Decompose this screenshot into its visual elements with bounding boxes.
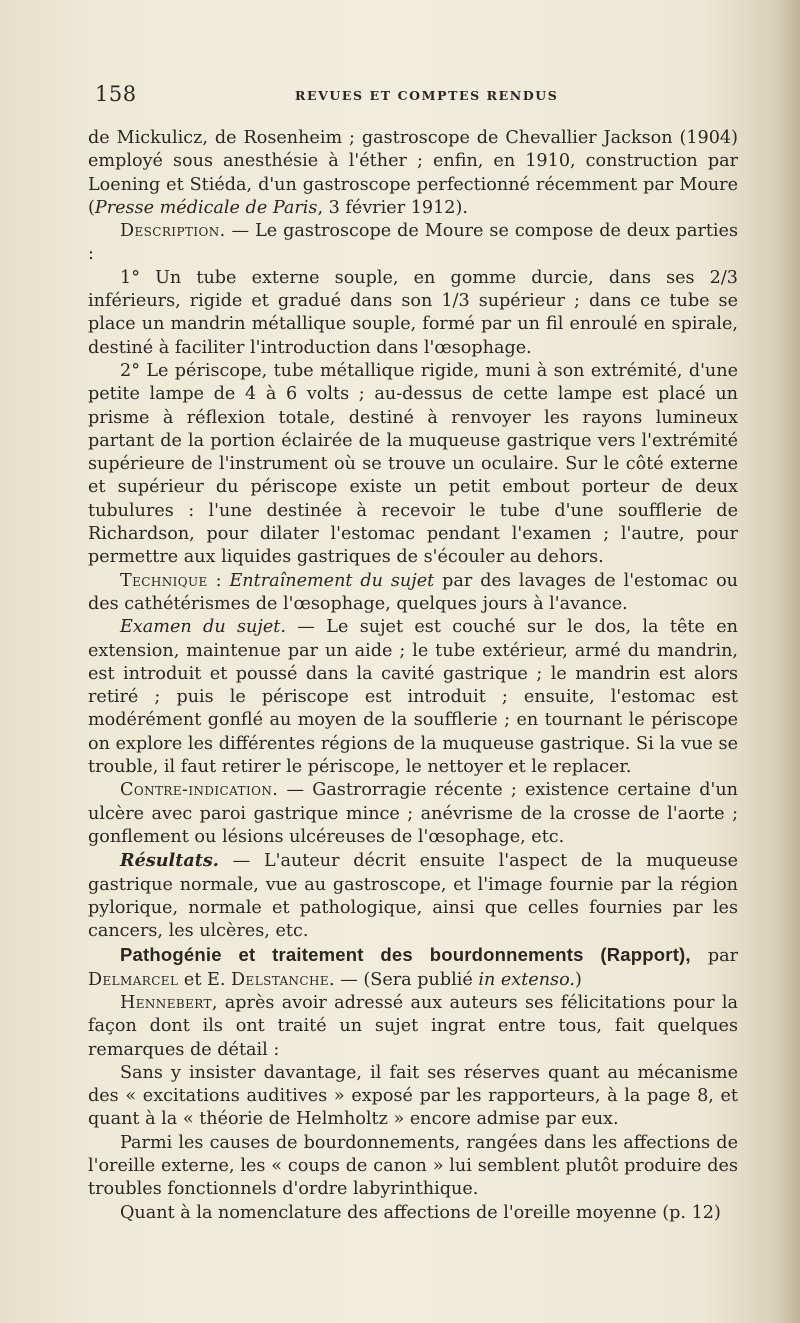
page-number: 158: [95, 82, 137, 106]
paragraph-description: Description. — Le gastroscope de Moure se compose de deux parties :: [88, 221, 738, 265]
paragraph-causes: Parmi les causes de bourdonnements, rangées dans les affections de l'oreille externe, les « coups de canon » lui semblent plutôt produire des troubles fonctionnels d'ordre labyrinthique.: [88, 1132, 738, 1200]
running-title: REVUES ET COMPTES RENDUS: [295, 88, 559, 103]
paragraph-tube: 1° Un tube externe souple, en gomme durcie, dans ses 2/3 inférieurs, rigide et gradué dans son 1/3 supérieur ; dans ce tube se place un mandrin métallique souple, formé par un fil enroulé en spirale, destiné à faciliter l'introduction dans l'œsophage.: [88, 267, 738, 358]
paragraph-nomenclature: Quant à la nomenclature des affections de l'oreille moyenne (p. 12): [120, 1202, 721, 1223]
paragraph-periscope: 2° Le périscope, tube métallique rigide, muni à son extrémité, d'une petite lampe de 4 à 6 volts ; au-dessus de cette lampe est placé un prisme à réflexion totale, destiné à renvoyer les rayons lumineux partant de la portion éclairée de la muqueuse gastrique vers l'extrémité supérieure de l'instrument où se trouve un oculaire. Sur le côté externe et supérieur du périscope existe un petit embout porteur de deux tubulures : l'une destinée à recevoir le tube d'une soufflerie de Richardson, pour dilater l'estomac pendant l'examen ; l'autre, pour permettre aux liquides gastriques de s'écouler au dehors.: [88, 360, 738, 568]
author-name: Delstanche: [231, 969, 330, 990]
journal-citation: Presse médicale de Paris: [94, 197, 318, 218]
paragraph-1: de Mickulicz, de Rosenheim ; gastroscope de Chevallier Jackson (1904) employé sous anesthésie à l'éther ; enfin, en 1910, construction par Loening et Stiéda, d'un gastroscope perfectionné récemment par Moure (Presse médicale de Paris, 3 février 1912).: [88, 128, 738, 218]
paragraph-hennebert: Hennebert, après avoir adressé aux auteurs ses félicitations pour la façon dont ils ont traité un sujet ingrat entre tous, fait quelques remarques de détail :: [88, 992, 738, 1060]
author-name: Hennebert: [120, 992, 212, 1013]
section-label: Technique: [120, 570, 208, 591]
paragraph-resultats: Résultats. — L'auteur décrit ensuite l'aspect de la muqueuse gastrique normale, vue au gastroscope, et l'image fournie par la région pylorique, normale et pathologique, ainsi que celles fournies par les cancers, les ulcères, etc.: [88, 850, 738, 942]
paragraph-technique: Technique : Entraînement du sujet par des lavages de l'estomac ou des cathétérismes de l'œsophage, quelques jours à l'avance.: [88, 570, 738, 614]
page-header: [95, 82, 730, 112]
paragraph-reserves: Sans y insister davantage, il fait ses réserves quant au mécanisme des « excitations auditives » exposé par les rapporteurs, à la page 8, et quant à la « théorie de Helmholtz » encore admise par eux.: [88, 1062, 738, 1130]
section-label: Contre-indication.: [120, 780, 279, 801]
article-body: [88, 127, 738, 1225]
paragraph-examen: Examen du sujet. — Le sujet est couché sur le dos, la tête en extension, maintenue par un aide ; le tube extérieur, armé du mandrin, est introduit et poussé dans la cavité gastrique ; le mandrin est alors retiré ; puis le périscope est introduit ; ensuite, l'estomac est modérément gonflé au moyen de la soufflerie ; en tournant le périscope on explore les différentes régions de la muqueuse gastrique. Si la vue se trouble, il faut retirer le périscope, le nettoyer et le replacer.: [88, 617, 738, 778]
report-title: Pathogénie et traitement des bourdonnements (Rapport),: [120, 944, 691, 966]
paragraph-contre-indication: Contre-indication. — Gastrorragie récente ; existence certaine d'un ulcère avec paroi gastrique mince ; anévrisme de la crosse de l'aorte ; gonflement ou lésions ulcéreuses de l'œsophage, etc.: [88, 780, 738, 847]
section-label: Description.: [120, 221, 226, 242]
paragraph-report-title: Pathogénie et traitement des bourdonnements (Rapport), par Delmarcel et E. Delstanche. — (Sera publié in extenso.): [88, 944, 738, 990]
author-name: Delmarcel: [88, 969, 179, 990]
